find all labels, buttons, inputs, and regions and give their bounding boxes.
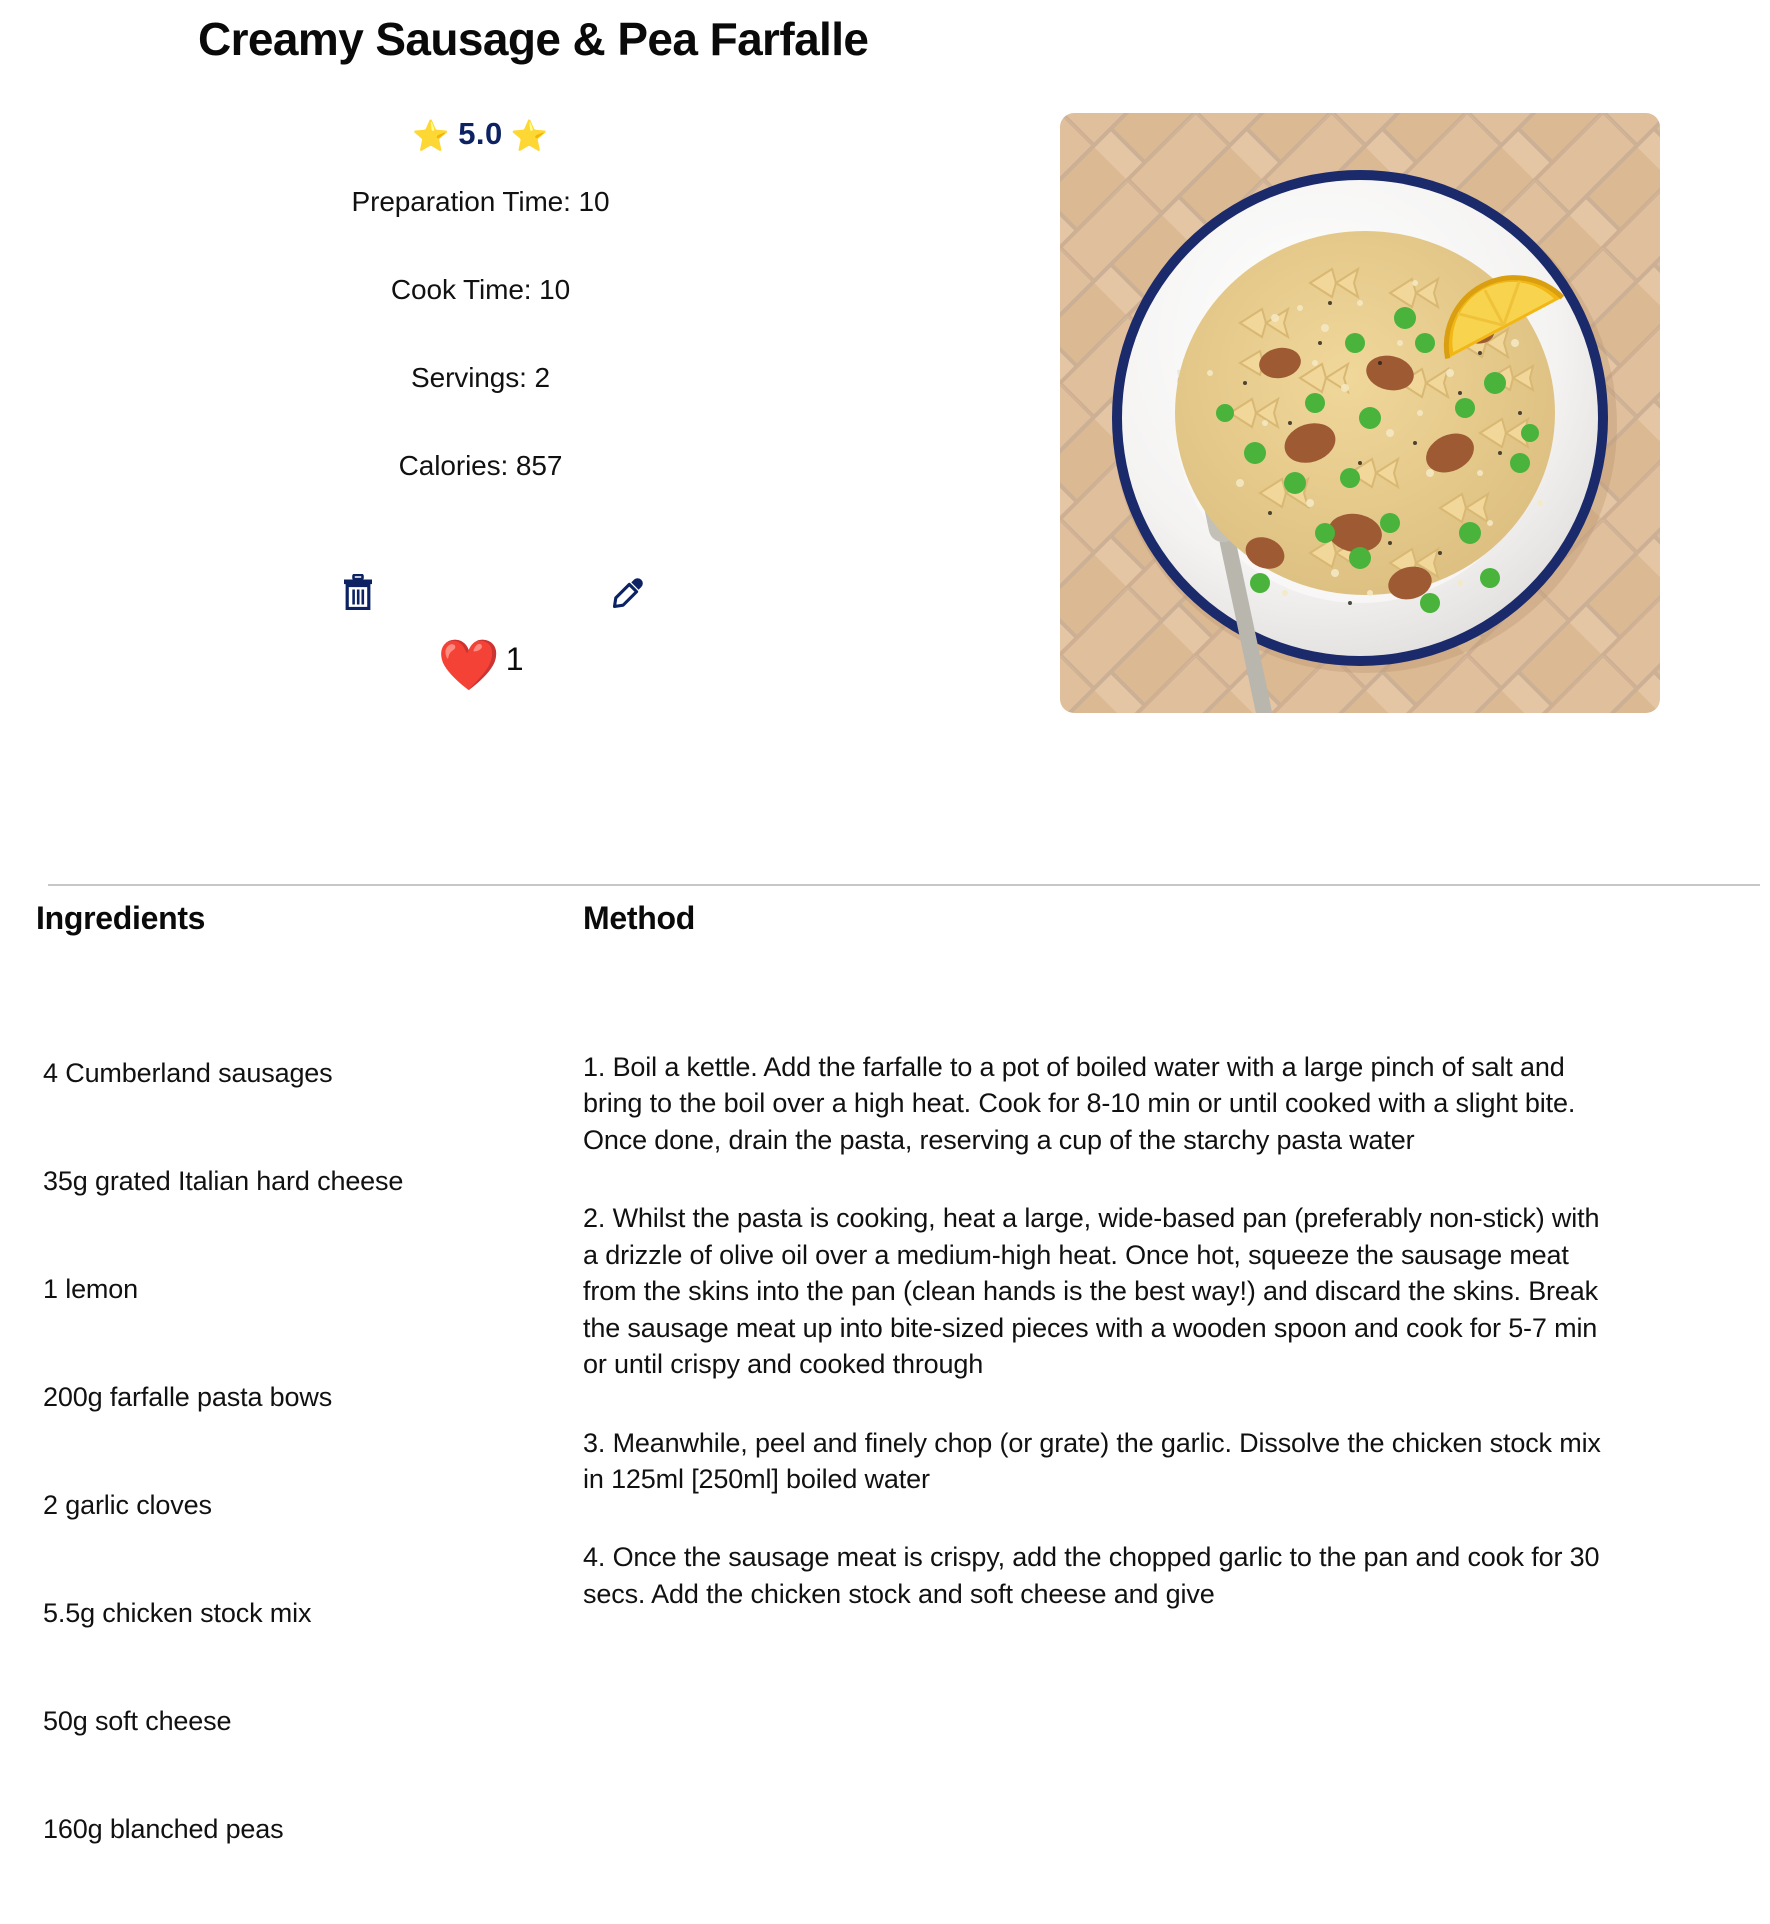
list-item: 200g farfalle pasta bows: [43, 1382, 333, 1412]
list-item: 50g soft cheese: [43, 1706, 232, 1736]
recipe-photo: [1060, 113, 1660, 713]
method-heading: Method: [583, 900, 695, 936]
star-icon-right: ⭐: [510, 120, 549, 153]
pasta-dish-image: [1060, 113, 1660, 713]
rating-value: 5.0: [458, 116, 503, 151]
likes-display[interactable]: [198, 637, 763, 693]
ingredients-column: [36, 900, 556, 1924]
list-item: 2 garlic cloves: [43, 1490, 212, 1520]
list-item: 2. Whilst the pasta is cooking, heat a large, wide-based pan (preferably non-stick) with a drizzle of olive oil over a medium-high heat. Once hot, squeeze the sausage meat from the skins into the pan (clean hands is the best way!) and discard the skins. Break the sausage meat up into bite-sized pieces with a wooden spoon and cook for 5-7 min or until crispy and cooked through: [583, 1203, 1600, 1380]
recipe-meta-column: [198, 100, 763, 510]
prep-time-label: Preparation Time: 10: [351, 186, 610, 217]
rating-display: [198, 100, 763, 158]
heart-icon: ❤️: [437, 637, 500, 693]
recipe-body: [0, 900, 1770, 1844]
edit-recipe-button[interactable]: [601, 560, 657, 624]
pencil-icon: [612, 575, 646, 609]
servings-label: Servings: 2: [411, 362, 550, 393]
list-item: 160g blanched peas: [43, 1814, 284, 1844]
list-item: 35g grated Italian hard cheese: [43, 1166, 404, 1196]
list-item: 1. Boil a kettle. Add the farfalle to a pot of boiled water with a large pinch of salt and bring to the boil over a high heat. Cook for 8-10 min or until cooked with a slight bite. Once done, drain the pasta, reserving a cup of the starchy pasta water: [583, 1052, 1576, 1155]
method-list: [583, 1049, 1643, 1612]
star-icon-left: ⭐: [412, 120, 451, 153]
list-item: 3. Meanwhile, peel and finely chop (or grate) the garlic. Dissolve the chicken stock mix in 125ml [250ml] boiled water: [583, 1427, 1601, 1494]
like-count: 1: [505, 641, 524, 677]
list-item: 4 Cumberland sausages: [43, 1058, 333, 1088]
list-item: 5.5g chicken stock mix: [43, 1598, 312, 1628]
calories-label: Calories: 857: [398, 450, 563, 481]
list-item: 4. Once the sausage meat is crispy, add the chopped garlic to the pan and cook for 30 secs. Add the chicken stock and soft cheese and give: [583, 1542, 1600, 1609]
trash-icon: [343, 574, 373, 610]
ingredients-list: [36, 1060, 556, 1843]
delete-recipe-button[interactable]: [330, 560, 386, 624]
section-divider: [48, 884, 1760, 886]
list-item: 1 lemon: [43, 1274, 139, 1304]
ingredients-heading: Ingredients: [36, 900, 206, 936]
page-title: Creamy Sausage & Pea Farfalle: [198, 13, 869, 65]
method-column: [583, 900, 1643, 1654]
recipe-hero: [0, 0, 1770, 885]
cook-time-label: Cook Time: 10: [390, 274, 571, 305]
